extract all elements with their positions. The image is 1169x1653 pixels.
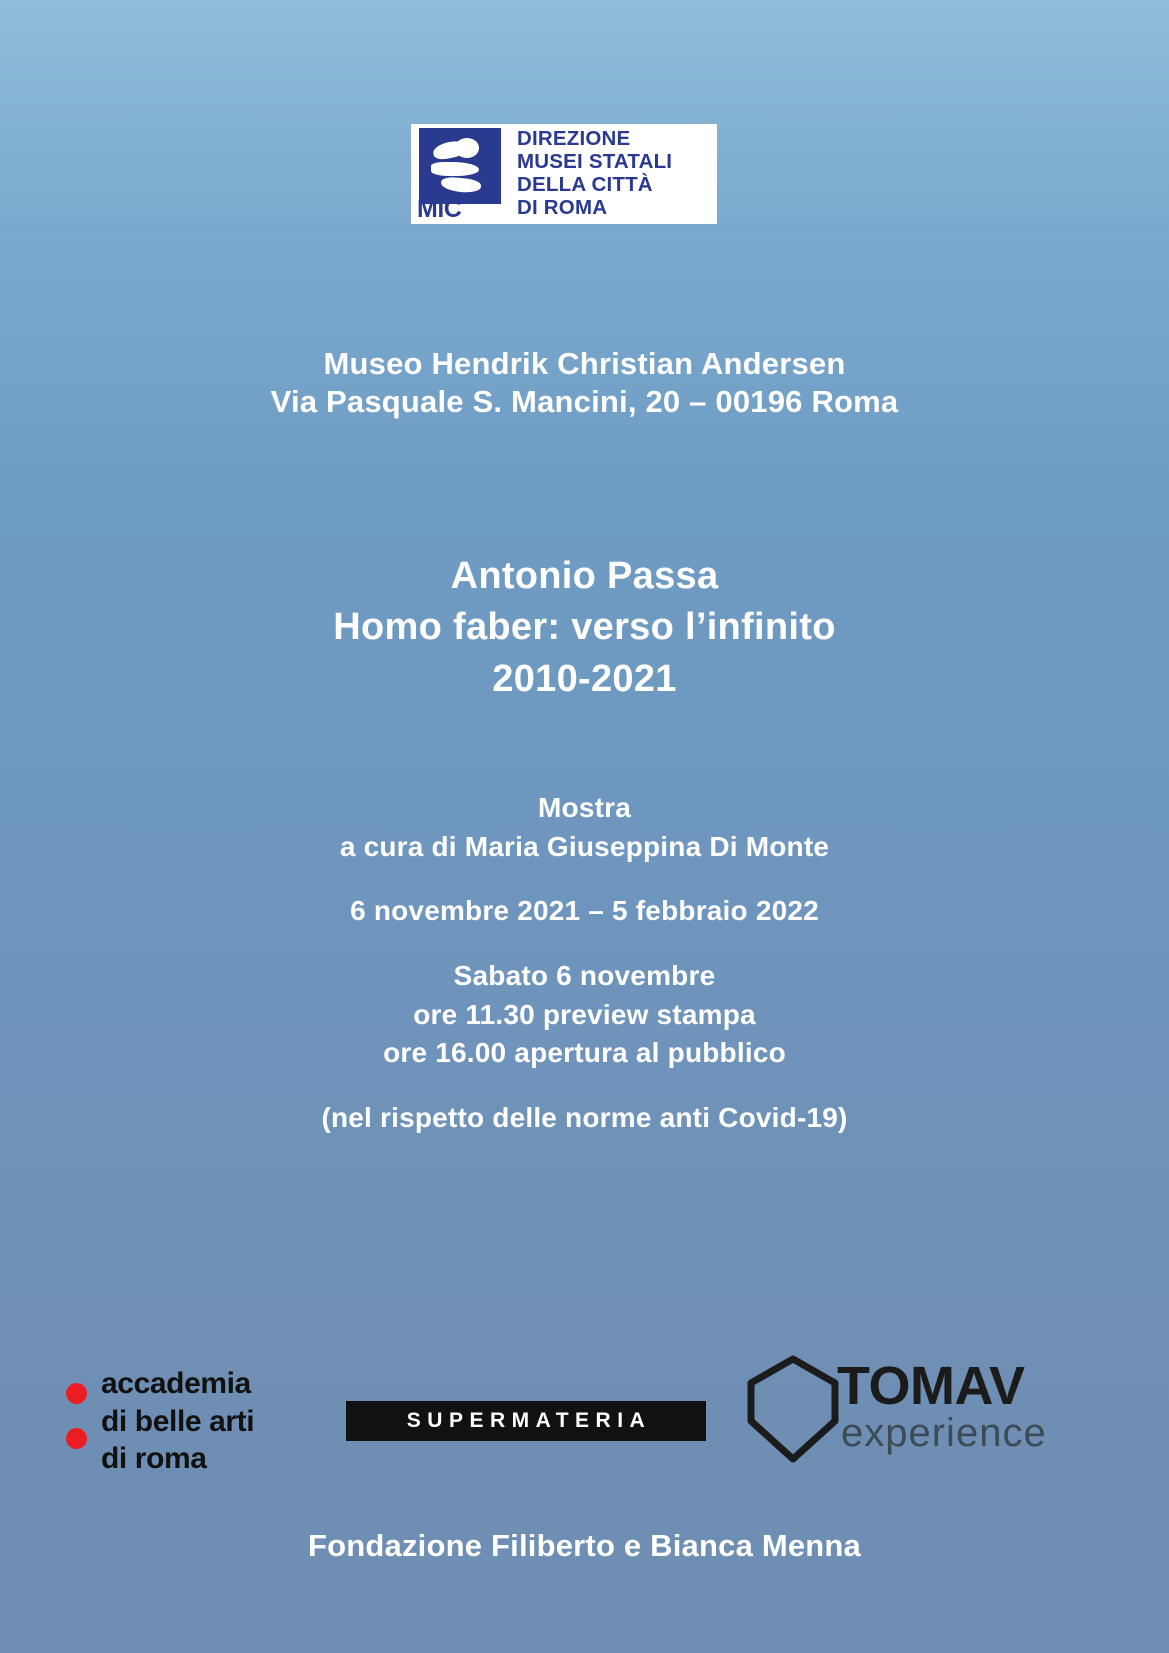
supermateria-wordmark: SUPERMATERIA	[406, 1409, 652, 1432]
covid-note: (nel rispetto delle norme anti Covid-19)	[321, 1101, 848, 1133]
supermateria-logo	[346, 1401, 706, 1441]
fondazione-menna-credit: Fondazione Filiberto e Bianca Menna	[307, 1528, 861, 1563]
mic-direzione-musei-logo	[411, 124, 717, 224]
accademia-logo-text	[101, 1365, 254, 1478]
tomav-experience-logo	[745, 1347, 1065, 1487]
artist-name: Antonio Passa	[450, 555, 719, 597]
details-spacer-1	[0, 866, 1169, 892]
exhibition-years: 2010-2021	[492, 657, 677, 700]
mic-emblem-figure	[429, 136, 491, 196]
venue-block	[0, 345, 1169, 421]
mic-logo-line-1: DIREZIONE	[517, 127, 631, 151]
public-opening-time: ore 16.00 apertura al pubblico	[383, 1037, 786, 1069]
mic-emblem-icon	[411, 124, 511, 224]
event-type: Mostra	[538, 792, 631, 823]
accademia-line-1: accademia	[101, 1367, 251, 1400]
exhibition-title: Homo faber: verso l’infinito	[333, 606, 836, 649]
tomav-shield-icon	[745, 1355, 841, 1463]
accademia-line-3: di roma	[101, 1442, 207, 1475]
tomav-wordmark: TOMAV	[837, 1356, 1025, 1416]
details-spacer-2	[0, 931, 1169, 957]
mic-logo-text	[511, 124, 717, 224]
sponsor-logos	[0, 1355, 1169, 1485]
museum-name: Museo Hendrik Christian Andersen	[323, 346, 846, 381]
page-title	[0, 551, 1169, 705]
curator: a cura di Maria Giuseppina Di Monte	[339, 830, 830, 862]
exhibition-dates: 6 novembre 2021 – 5 febbraio 2022	[350, 895, 819, 927]
accademia-dots-icon	[66, 1383, 92, 1459]
accademia-belle-arti-logo	[66, 1365, 326, 1485]
mic-logo-line-2: MUSEI STATALI	[517, 150, 673, 174]
exhibition-details	[0, 789, 1169, 1137]
mic-logo-line-4: DI ROMA	[517, 195, 608, 219]
accademia-line-2: di belle arti	[101, 1404, 255, 1438]
mic-logo-line-3: DELLA CITTÀ	[517, 173, 653, 196]
mic-wordmark: MiC	[417, 195, 462, 223]
opening-day: Sabato 6 novembre	[453, 959, 716, 991]
museum-address: Via Pasquale S. Mancini, 20 – 00196 Roma	[270, 383, 899, 419]
press-preview-time: ore 11.30 preview stampa	[413, 998, 756, 1030]
tomav-subtitle: experience	[841, 1411, 1047, 1455]
details-spacer-3	[0, 1073, 1169, 1099]
